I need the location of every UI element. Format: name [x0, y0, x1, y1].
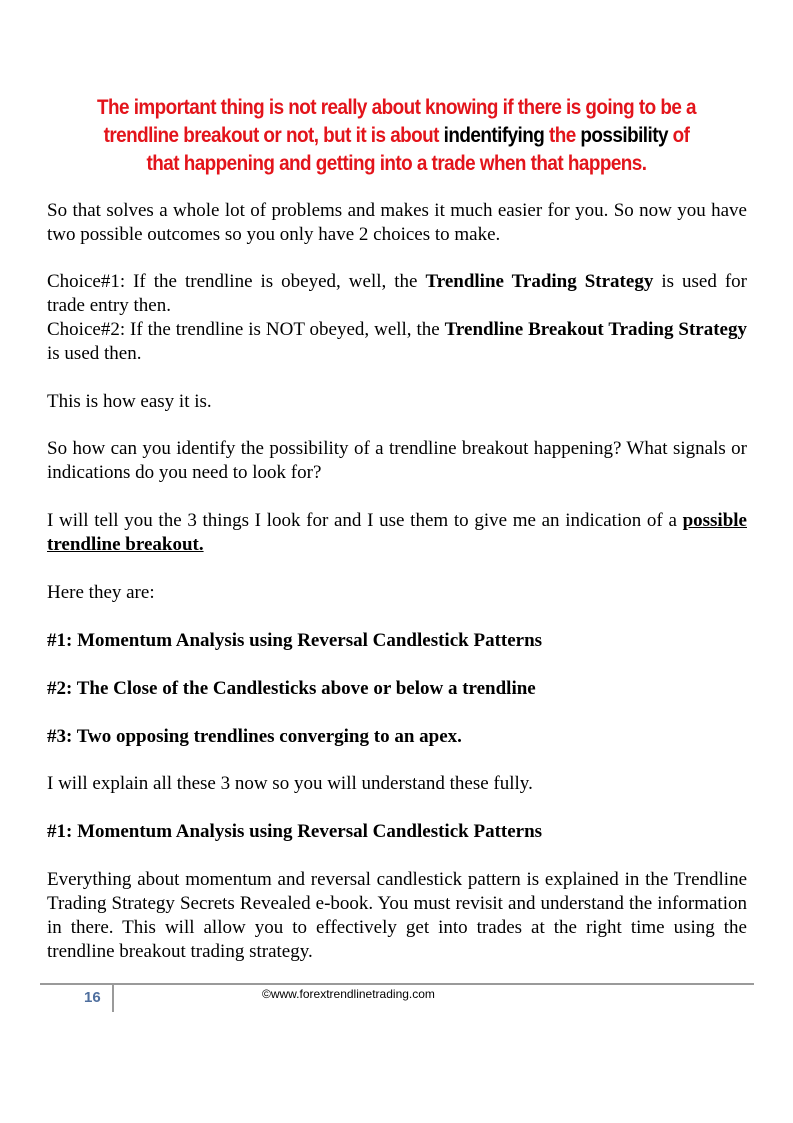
section-heading-momentum: #1: Momentum Analysis using Reversal Candlestick Patterns — [47, 821, 543, 842]
list-heading-1: #1: Momentum Analysis using Reversal Candlestick Patterns — [47, 630, 543, 651]
footer-url: ©www.forextrendlinetrading.com — [262, 987, 435, 1001]
list-heading-2: #2: The Close of the Candlesticks above or below a trendline — [47, 678, 536, 699]
paragraph-choice-2: Choice#2: If the trendline is NOT obeyed, well, the Trendline Breakout Trading Strategy is used then. — [47, 319, 747, 364]
heading-line-1: The important thing is not really about knowing if there is going to be a — [96, 96, 697, 119]
paragraph-choice-1: Choice#1: If the trendline is obeyed, well, the Trendline Trading Strategy is used for trade entry then. — [47, 271, 747, 316]
page-number: 16 — [84, 989, 101, 1006]
paragraph-everything: Everything about momentum and reversal candlestick pattern is explained in the Trendline Trading Strategy Secrets Revealed e-book. You must revisit and understand the information in there. This will allow you to effectively get into trades at the right time using the trendline breakout trading strategy. — [47, 869, 747, 962]
footer-rule — [40, 983, 754, 985]
possible-breakout-emphasis: possible trendline breakout. — [47, 510, 747, 555]
paragraph-explain: I will explain all these 3 now so you will understand these fully. — [47, 773, 533, 794]
list-heading-3: #3: Two opposing trendlines converging to an apex. — [47, 726, 462, 747]
paragraph-outcomes: So that solves a whole lot of problems and makes it much easier for you. So now you have two possible outcomes so you only have 2 choices to make. — [47, 200, 747, 245]
paragraph-here-they-are: Here they are: — [47, 582, 155, 603]
heading-line-3: that happening and getting into a trade when that happens. — [146, 152, 647, 175]
choice-1-strategy: Trendline Trading Strategy — [425, 271, 654, 292]
callout-heading — [76, 94, 718, 178]
heading-line-2: trendline breakout or not, but it is about indentifying the possibility of — [103, 124, 690, 147]
paragraph-how-easy: This is how easy it is. — [47, 391, 212, 412]
paragraph-three-things: I will tell you the 3 things I look for and I use them to give me an indication of a possible trendline breakout. — [47, 510, 747, 555]
page-number-separator — [112, 985, 114, 1012]
choice-2-strategy: Trendline Breakout Trading Strategy — [444, 319, 747, 340]
paragraph-question: So how can you identify the possibility of a trendline breakout happening? What signals or indications do you need to look for? — [47, 438, 747, 483]
